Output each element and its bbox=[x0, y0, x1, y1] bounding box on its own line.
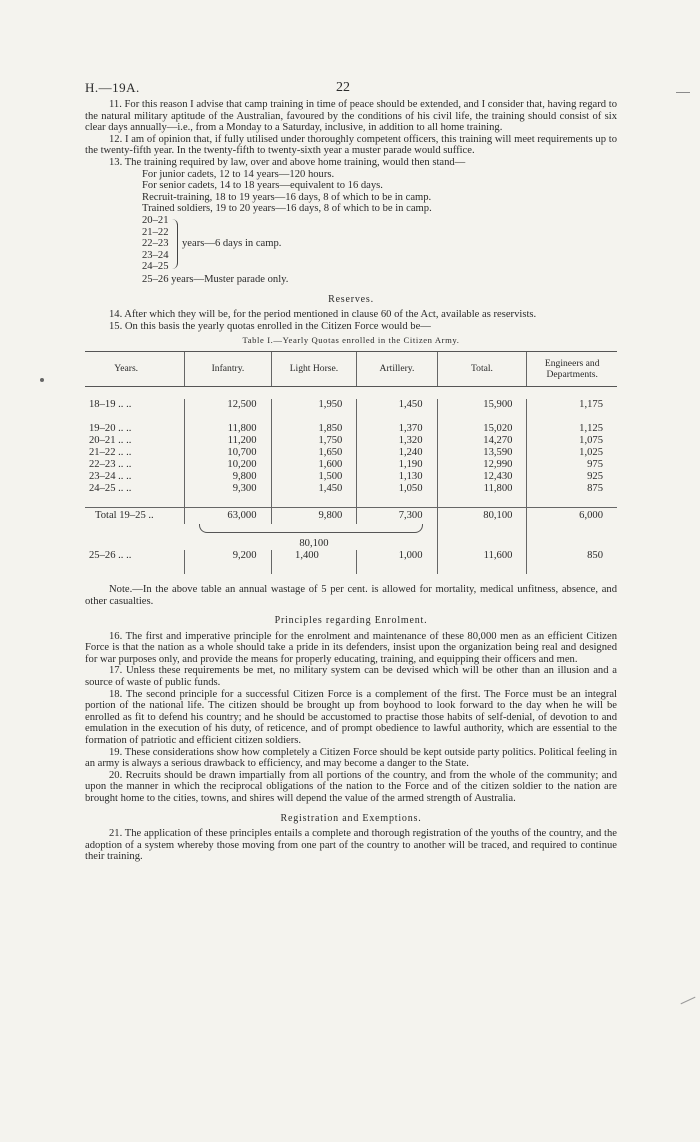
margin-mark bbox=[676, 92, 690, 93]
cell: 6,000 bbox=[527, 507, 617, 524]
total-row bbox=[85, 507, 617, 524]
cell: 1,125 bbox=[527, 423, 617, 435]
paragraph-18: 18. The second principle for a successful Citizen Force is a complement of the first. The Force must be an integral portion of the national life. The citizen should be brought up from boyhood to look forward to the day when he will be enrolled as fit to defend his country; and he should be accustomed to practise those habits of self-denial, of devotion to and emulation in the execution of his duty, of reticence, and of prompt obedience to lawful authority, which are essential to the formation of patriotic and efficient citizen soldiers. bbox=[85, 688, 617, 747]
cell: 15,900 bbox=[437, 399, 527, 411]
cell: 875 bbox=[527, 483, 617, 495]
bracket-year: 20–21 bbox=[142, 214, 169, 226]
final-training-item: 25–26 years—Muster parade only. bbox=[142, 273, 289, 285]
table-row bbox=[85, 399, 617, 411]
col-spacer bbox=[167, 351, 185, 386]
cell: 1,240 bbox=[357, 447, 437, 459]
table-row bbox=[85, 483, 617, 495]
table-row bbox=[85, 447, 617, 459]
bracket-text: years—6 days in camp. bbox=[182, 237, 282, 249]
cell: 12,500 bbox=[185, 399, 271, 411]
paragraph-20: 20. Recruits should be drawn impartially from all portions of the country, and from the whole of the community; and upon the manner in which the reciprocal obligations of the nation to the Force and of the citizen soldier to the nation are brought home to the cities, towns, and shires will depend the value of the armed strength of Australia. bbox=[85, 769, 617, 804]
cell: 10,200 bbox=[185, 459, 271, 471]
paragraph-12: 12. I am of opinion that, if fully utilised under thoroughly competent officers, this training will meet requirements up to the twenty-fifth year. In the twenty-fifth to twenty-sixth year a muster parade would suffice. bbox=[85, 133, 617, 157]
cell: 13,590 bbox=[437, 447, 527, 459]
cell: 1,450 bbox=[271, 483, 357, 495]
brace-total-value: 80,100 bbox=[299, 538, 329, 550]
bracket-year: 21–22 bbox=[142, 226, 169, 238]
col-header: Light Horse. bbox=[271, 351, 357, 386]
document-body bbox=[85, 99, 617, 863]
series-code: H.—19A. bbox=[85, 80, 140, 95]
cell-years: 24–25 .. .. bbox=[89, 483, 132, 495]
cell: 1,400 bbox=[271, 550, 357, 562]
bracket-year: 23–24 bbox=[142, 249, 169, 261]
cell: 1,650 bbox=[271, 447, 357, 459]
col-header: Infantry. bbox=[185, 351, 271, 386]
cell: 1,850 bbox=[271, 423, 357, 435]
cell: 1,500 bbox=[271, 471, 357, 483]
bracket-years-block bbox=[142, 215, 617, 274]
cell: 9,800 bbox=[271, 507, 357, 524]
cell: 1,450 bbox=[357, 399, 437, 411]
table-row bbox=[85, 459, 617, 471]
registration-heading: Registration and Exemptions. bbox=[280, 812, 422, 824]
paragraph-17: 17. Unless these requirements be met, no military system can be devised which will be other than an illusion and a source of waste of public funds. bbox=[85, 665, 617, 689]
brace-total-row bbox=[85, 538, 617, 550]
total-brace-cell bbox=[185, 524, 437, 538]
cell: 850 bbox=[527, 550, 617, 562]
cell: 9,200 bbox=[185, 550, 271, 562]
brace-shape bbox=[199, 524, 423, 533]
paragraph-21: 21. The application of these principles entails a complete and thorough registration of the youths of the country, and the adoption of a system whereby those moving from one part of the country to another will be traced, and required to continue their training. bbox=[85, 828, 617, 863]
cell: 1,950 bbox=[271, 399, 357, 411]
cell: 11,800 bbox=[185, 423, 271, 435]
cell: 9,800 bbox=[185, 471, 271, 483]
principles-heading: Principles regarding Enrolment. bbox=[274, 615, 428, 627]
cell-total-label: Total 19–25 .. bbox=[95, 510, 154, 522]
col-header: Engineers and Departments. bbox=[527, 351, 617, 386]
cell: 11,800 bbox=[437, 483, 527, 495]
col-header: Total. bbox=[437, 351, 527, 386]
brace-row bbox=[85, 524, 617, 538]
cell-years: 18–19 .. .. bbox=[89, 399, 132, 411]
training-item: For senior cadets, 14 to 18 years—equivalent to 16 days. bbox=[142, 180, 383, 192]
cell: 9,300 bbox=[185, 483, 271, 495]
cell: 1,370 bbox=[357, 423, 437, 435]
cell: 1,025 bbox=[527, 447, 617, 459]
training-list bbox=[142, 169, 617, 215]
cell-years: 20–21 .. .. bbox=[89, 435, 132, 447]
cell: 80,100 bbox=[437, 507, 527, 524]
paragraph-16: 16. The first and imperative principle for the enrolment and maintenance of these 80,000 men as an efficient Citizen Force is that the nation as a whole should take a pride in its defenders, insist upon the organization being real and designed for war purposes only, and provide the means for properly educating, training, and equipping their officers and men. bbox=[85, 630, 617, 665]
cell-years: 23–24 .. .. bbox=[89, 471, 132, 483]
cell: 12,430 bbox=[437, 471, 527, 483]
col-header: Artillery. bbox=[357, 351, 437, 386]
quotas-table bbox=[85, 351, 617, 574]
margin-mark bbox=[681, 997, 696, 1005]
training-item: For junior cadets, 12 to 14 years—120 hours. bbox=[142, 168, 335, 180]
table-title: Table I.—Yearly Quotas enrolled in the Citizen Army. bbox=[242, 335, 460, 346]
table-row bbox=[85, 435, 617, 447]
cell: 975 bbox=[527, 459, 617, 471]
cell: 12,990 bbox=[437, 459, 527, 471]
table-note: Note.—In the above table an annual wastage of 5 per cent. is allowed for mortality, medical unfitness, absence, and other casualties. bbox=[85, 583, 617, 607]
cell: 11,200 bbox=[185, 435, 271, 447]
bracket-year: 22–23 bbox=[142, 238, 169, 250]
cell: 1,320 bbox=[357, 435, 437, 447]
brace-shape bbox=[172, 219, 178, 269]
cell: 1,175 bbox=[527, 399, 617, 411]
reserves-heading: Reserves. bbox=[328, 293, 374, 305]
table-row bbox=[85, 471, 617, 483]
cell: 63,000 bbox=[185, 507, 271, 524]
cell: 14,270 bbox=[437, 435, 527, 447]
table-row bbox=[85, 423, 617, 435]
cell: 925 bbox=[527, 471, 617, 483]
paragraph-13: 13. The training required by law, over and above home training, would then stand— bbox=[109, 156, 466, 168]
cell: 11,600 bbox=[437, 550, 527, 562]
paragraph-11: 11. For this reason I advise that camp training in time of peace should be extended, and I consider that, having regard to the natural military aptitude of the Australian, favoured by the conditions of his civil life, the training should consist of six clear days annually—i.e., from a Monday to a Saturday, inclusive, in addition to all home training. bbox=[85, 99, 617, 134]
paragraph-15: 15. On this basis the yearly quotas enrolled in the Citizen Force would be— bbox=[109, 320, 431, 332]
table-header-row bbox=[85, 351, 617, 386]
cell: 1,050 bbox=[357, 483, 437, 495]
training-item: Recruit-training, 18 to 19 years—16 days, 8 of which to be in camp. bbox=[142, 191, 432, 203]
paragraph-14: 14. After which they will be, for the period mentioned in clause 60 of the Act, available as reservists. bbox=[109, 309, 537, 321]
margin-dot bbox=[40, 378, 44, 382]
cell: 1,000 bbox=[357, 550, 437, 562]
bracket-year: 24–25 bbox=[142, 261, 169, 273]
cell-years: 19–20 .. .. bbox=[89, 423, 132, 435]
cell: 1,600 bbox=[271, 459, 357, 471]
cell: 1,750 bbox=[271, 435, 357, 447]
cell: 7,300 bbox=[357, 507, 437, 524]
cell-years: 21–22 .. .. bbox=[89, 447, 132, 459]
training-item: Trained soldiers, 19 to 20 years—16 days, 8 of which to be in camp. bbox=[142, 203, 432, 215]
cell: 1,130 bbox=[357, 471, 437, 483]
page-number: 22 bbox=[336, 80, 350, 95]
table-row bbox=[85, 550, 617, 562]
cell: 1,075 bbox=[527, 435, 617, 447]
col-header: Years. bbox=[85, 351, 167, 386]
cell: 10,700 bbox=[185, 447, 271, 459]
cell: 15,020 bbox=[437, 423, 527, 435]
cell-years: 25–26 .. .. bbox=[89, 550, 132, 562]
cell: 1,190 bbox=[357, 459, 437, 471]
cell-years: 22–23 .. .. bbox=[89, 459, 132, 471]
paragraph-19: 19. These considerations show how completely a Citizen Force should be kept outside party politics. Political feeling in an army is always a serious drawback to efficiency, and may become a danger to the State. bbox=[85, 746, 617, 770]
